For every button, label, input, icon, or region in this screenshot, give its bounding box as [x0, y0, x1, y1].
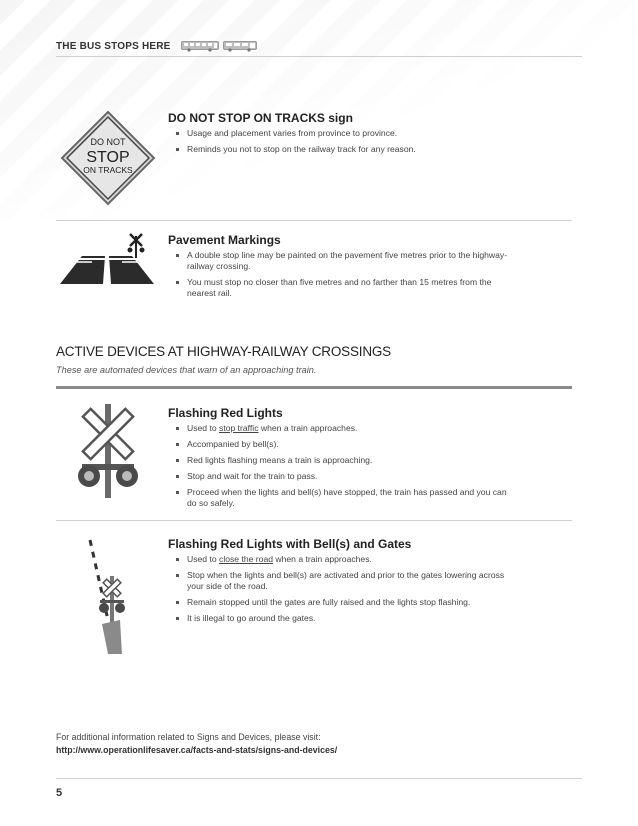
- page-number: 5: [56, 787, 63, 799]
- sign-text-line1: DO NOT: [90, 137, 126, 147]
- transit-bus-icon: [223, 41, 257, 52]
- header-title: THE BUS STOPS HERE: [56, 40, 171, 52]
- heading-rule: [56, 386, 572, 389]
- list-item: A double stop line may be painted on the pavement five metres prior to the highway-railway crossing.: [168, 250, 508, 272]
- pavement-bullet-list: [168, 250, 508, 304]
- list-item: Usage and placement varies from province to province.: [168, 128, 528, 139]
- bullet-text: when a train approaches.: [273, 554, 372, 564]
- do-not-stop-on-tracks-sign-icon: [60, 110, 156, 206]
- bus-icons: [181, 41, 257, 52]
- list-item: Red lights flashing means a train is approaching.: [168, 455, 508, 466]
- flashing-bullet-list: [168, 423, 508, 514]
- bullet-text: Used to: [187, 423, 220, 433]
- list-item: It is illegal to go around the gates.: [168, 613, 508, 624]
- list-item: Remain stopped until the gates are fully raised and the lights stop flashing.: [168, 597, 508, 608]
- list-item: Stop when the lights and bell(s) are activated and prior to the gates lowering across your side of the road.: [168, 570, 508, 592]
- sign-text-line2: STOP: [86, 149, 130, 166]
- list-item: You must stop no closer than five metres and no farther than 15 metres from the nearest rail.: [168, 277, 508, 299]
- section-divider: [56, 520, 572, 521]
- crossing-gate-icon: [84, 536, 134, 656]
- pavement-markings-icon: [60, 232, 156, 286]
- list-item: Reminds you not to stop on the railway track for any reason.: [168, 144, 528, 155]
- active-devices-subtitle: These are automated devices that warn of an approaching train.: [56, 365, 317, 375]
- sign-section-title: DO NOT STOP ON TRACKS sign: [168, 111, 353, 125]
- list-item: Stop and wait for the train to pass.: [168, 471, 508, 482]
- sign-text-line3: ON TRACKS: [83, 165, 133, 175]
- flashing-red-lights-icon: [76, 404, 140, 498]
- sign-bullet-list: [168, 128, 528, 160]
- close-the-road-link: close the road: [219, 554, 273, 564]
- bullet-text: when a train approaches.: [258, 423, 358, 433]
- page-header: [56, 38, 257, 54]
- flashing-section-title: Flashing Red Lights: [168, 406, 283, 420]
- gates-section-title: Flashing Red Lights with Bell(s) and Gates: [168, 537, 412, 551]
- list-item: [168, 423, 508, 434]
- bullet-text: Used to: [187, 554, 220, 564]
- header-divider: [56, 56, 582, 57]
- footer-url-link[interactable]: http://www.operationlifesaver.ca/facts-and-stats/signs-and-devices/: [56, 745, 338, 755]
- list-item: Proceed when the lights and bell(s) have stopped, the train has passed and you can do so safely.: [168, 487, 508, 509]
- list-item: Accompanied by bell(s).: [168, 439, 508, 450]
- footer-divider: [56, 778, 582, 779]
- stop-traffic-link: stop traffic: [219, 423, 259, 433]
- pavement-section-title: Pavement Markings: [168, 233, 281, 247]
- footer-text: For additional information related to Signs and Devices, please visit:: [56, 732, 321, 742]
- list-item: [168, 554, 508, 565]
- active-devices-heading: ACTIVE DEVICES AT HIGHWAY-RAILWAY CROSSINGS: [56, 344, 391, 359]
- section-divider: [56, 220, 572, 221]
- school-bus-icon: [181, 41, 219, 52]
- footer-info: [56, 731, 337, 757]
- gates-bullet-list: [168, 554, 508, 629]
